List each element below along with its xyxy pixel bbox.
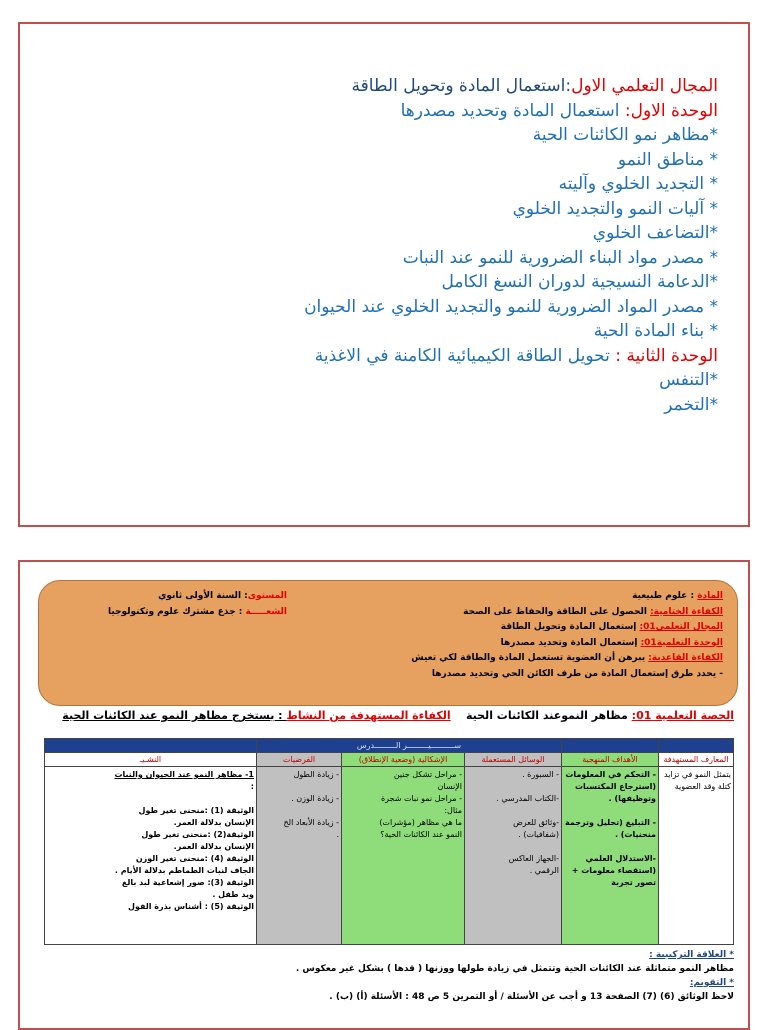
cell-line: 1- مظاهر النمو عند الحيوان والنبات bbox=[114, 770, 254, 779]
cell-line: ما هي مظاهر (مؤشرات) bbox=[379, 818, 462, 827]
cell-line: - مراحل نمو نبات شجرة bbox=[380, 794, 462, 803]
outline-item: *مظاهر نمو الكائنات الحية bbox=[532, 125, 718, 145]
outline-item: * آليات النمو والتجديد الخلوي bbox=[512, 198, 718, 219]
lesson-table bbox=[44, 738, 734, 945]
col-header-nass: النشـيـ bbox=[45, 753, 257, 767]
cell-nass bbox=[45, 767, 257, 945]
subject-value: : علوم طبيعية bbox=[632, 591, 698, 601]
cell-maarif bbox=[659, 767, 734, 945]
cell-line: الوثيقة (3): صور إشعاعية لبد بالغ bbox=[121, 878, 254, 887]
cell-line: الوثيقة (5) : أشناس بذرة الفول bbox=[128, 902, 254, 911]
cell-line: (استرجاع المكتسبات bbox=[574, 782, 656, 791]
level-value: : السنة الأولى ثانوي bbox=[158, 591, 248, 601]
relation-value: مظاهر النمو متماثلة عند الكائنات الحية وتتمثل في زيادة طولها ووزنها ( قدها ) بشكل غير معكوس . bbox=[295, 964, 734, 974]
cell-fardiyat bbox=[257, 767, 342, 945]
branch-value: : جذع مشترك علوم وتكنولوجيا bbox=[107, 606, 246, 617]
outline-item: *الدعامة النسيجية لدوران النسغ الكامل bbox=[441, 272, 718, 292]
outline-item: *التخمر bbox=[664, 394, 718, 415]
unit-value: إستعمال المادة وتحديد مصدرها bbox=[500, 637, 641, 648]
lesson-value: مظاهر النموعند الكائنات الحية bbox=[465, 709, 632, 722]
col-header-ahdaf: الأهداف المنهجية bbox=[562, 753, 659, 767]
cell-line: الرقمي . bbox=[529, 866, 559, 875]
lesson-key: الحصة التعلمية 01: bbox=[631, 709, 734, 722]
cell-line: النمو عند الكائنات الحية؟ bbox=[380, 830, 462, 839]
unit1-line: الوحدة الاول: استعمال المادة وتحديد مصدرها bbox=[400, 100, 718, 121]
outline-item: *التنفس bbox=[659, 370, 718, 390]
cell-line: وتوظيفها) . bbox=[608, 794, 656, 803]
cell-line: كتلة وقد العضوية bbox=[674, 782, 731, 791]
cell-line: - التحكم في المعلومات bbox=[565, 770, 656, 779]
outline-item: * التجديد الخلوي وآليته bbox=[558, 174, 718, 194]
band-cell bbox=[562, 739, 659, 753]
cell-line bbox=[467, 805, 559, 817]
band-cell bbox=[45, 739, 257, 753]
band-cell bbox=[659, 739, 734, 753]
cell-ishkal bbox=[342, 767, 465, 945]
branch-key: الشعـــــة bbox=[245, 606, 287, 617]
band-title: ســــــــــيـــــــــر الـــــــــدرس bbox=[257, 739, 562, 753]
cell-line bbox=[564, 805, 656, 817]
cell-line: -الاستدلال العلمي bbox=[585, 854, 656, 863]
domain-line: المجال التعلمي الاول:استعمال المادة وتحويل الطاقة bbox=[351, 76, 718, 96]
col-header-maarif: المعارف المستهدفة bbox=[659, 753, 734, 767]
cell-line: - زيادة الوزن . bbox=[291, 794, 339, 803]
evaluation-value: لاحظ الوثائق (6) (7) الصفحة 13 و أجب عن الأسئلة / أو التمرين 5 ص 48 : الأسئلة (أ) (ب) . bbox=[329, 992, 734, 1002]
cell-line bbox=[47, 793, 254, 805]
cell-line: . bbox=[336, 830, 339, 839]
header-left-column bbox=[57, 589, 287, 620]
outline-page bbox=[18, 22, 750, 527]
cell-line bbox=[467, 781, 559, 793]
cell-line: الإنسان بدلالة العمر. bbox=[173, 818, 254, 827]
cell-line: مثال: bbox=[444, 806, 462, 815]
unit-key: الوحدة التعلمية01: bbox=[640, 637, 723, 648]
base-competence-value: يبرهن أن العضوية تستعمل المادة والطاقة لكي تعيش bbox=[411, 653, 649, 663]
outline-item: * مصدر المواد الضرورية للنمو والتجديد الخلوي عند الحيوان bbox=[304, 296, 718, 317]
level-key: المستوى bbox=[247, 591, 287, 601]
lesson-header-box bbox=[38, 580, 738, 706]
cell-line: - زيادة الطول bbox=[293, 770, 339, 779]
cell-line bbox=[259, 781, 339, 793]
outline-item: * مناطق النمو bbox=[617, 149, 718, 170]
col-header-ishkal: الإشكالية (وضعية الإنطلاق) bbox=[342, 753, 465, 767]
lesson-footer bbox=[34, 948, 734, 1004]
cell-line: -الجهاز العاكس bbox=[508, 854, 559, 863]
outline-item: *التضاعف الخلوي bbox=[592, 223, 718, 243]
cell-line: -وثائق للعرض bbox=[513, 818, 559, 827]
relation-key: * العلاقة التركيبية : bbox=[649, 950, 734, 960]
competence-key: الكفاءة الختامية: bbox=[650, 606, 723, 617]
competence-value: الحصول على الطاقة والحفاظ على الصحة bbox=[463, 606, 651, 617]
cell-line: الجاف لنبات الطماطم بدلالة الأيام . bbox=[114, 866, 254, 875]
cell-line: الوثيقة (1) :منحنى تغير طول bbox=[138, 806, 254, 815]
cell-line: الإنسان bbox=[437, 782, 462, 791]
cell-line: - السبورة . bbox=[522, 770, 559, 779]
cell-ahdaf bbox=[562, 767, 659, 945]
outline-item: * مصدر مواد البناء الضرورية للنمو عند النبات bbox=[402, 247, 718, 268]
lesson-plan-page bbox=[18, 560, 750, 1030]
col-header-fardiyat: الفرضيات bbox=[257, 753, 342, 767]
cell-line: يتمثل النمو في تزايد bbox=[664, 770, 731, 779]
cell-line: منحنيات) . bbox=[614, 830, 656, 839]
unit2-line: الوحدة الثانية : تحويل الطاقة الكيميائية الكامنة في الاغذية bbox=[314, 345, 718, 366]
target-competence-value: : يستخرج مظاهر النمو عند الكائنات الحية bbox=[62, 709, 287, 722]
subject-key: المادة bbox=[697, 591, 723, 601]
cell-wasail bbox=[465, 767, 562, 945]
base-competence-key: الكفاءة القاعدية: bbox=[648, 653, 723, 663]
cell-line bbox=[259, 805, 339, 817]
cell-line: الوثيقة (4) :منحنى تغير الوزن bbox=[135, 854, 254, 863]
cell-line: تصور تجربة bbox=[611, 878, 656, 887]
target-competence-key: الكفاءة المستهدفة من النشاط bbox=[286, 709, 451, 722]
evaluation-key: * التقويم: bbox=[689, 978, 734, 988]
cell-line: - مراحل تشكل جنين bbox=[393, 770, 462, 779]
cell-line: ويد طفل . bbox=[212, 890, 254, 899]
col-header-wasail: الوسائل المستعملة bbox=[465, 753, 562, 767]
cell-line: -الكتاب المدرسي . bbox=[496, 794, 559, 803]
cell-line: الإنسان بدلالة العمر. bbox=[173, 842, 254, 851]
cell-line: (شفافيات) . bbox=[518, 830, 559, 839]
field-key: المجال التعلمي01: bbox=[639, 622, 723, 632]
cell-line bbox=[467, 841, 559, 853]
cell-line: - التبليغ (تحليل وترجمة bbox=[565, 818, 656, 827]
base-competence-value-2: - يحدد طرق إستعمال المادة من طرف الكائن الحي وتحديد مصدرها bbox=[431, 668, 723, 679]
outline-item: * بناء المادة الحية bbox=[593, 321, 718, 341]
field-value: إستعمال المادة وتحويل الطاقة bbox=[500, 622, 640, 632]
cell-line: : bbox=[250, 782, 254, 791]
cell-line bbox=[564, 841, 656, 853]
outline-text bbox=[304, 74, 718, 417]
cell-line: (استقصاء معلومات + bbox=[571, 866, 656, 875]
header-right-column bbox=[293, 589, 723, 682]
cell-line: الوثيقة(2) :منحنى تغير طول bbox=[141, 830, 254, 839]
cell-line: - زيادة الأبعاد الخ bbox=[283, 818, 339, 827]
lesson-title bbox=[34, 708, 734, 723]
